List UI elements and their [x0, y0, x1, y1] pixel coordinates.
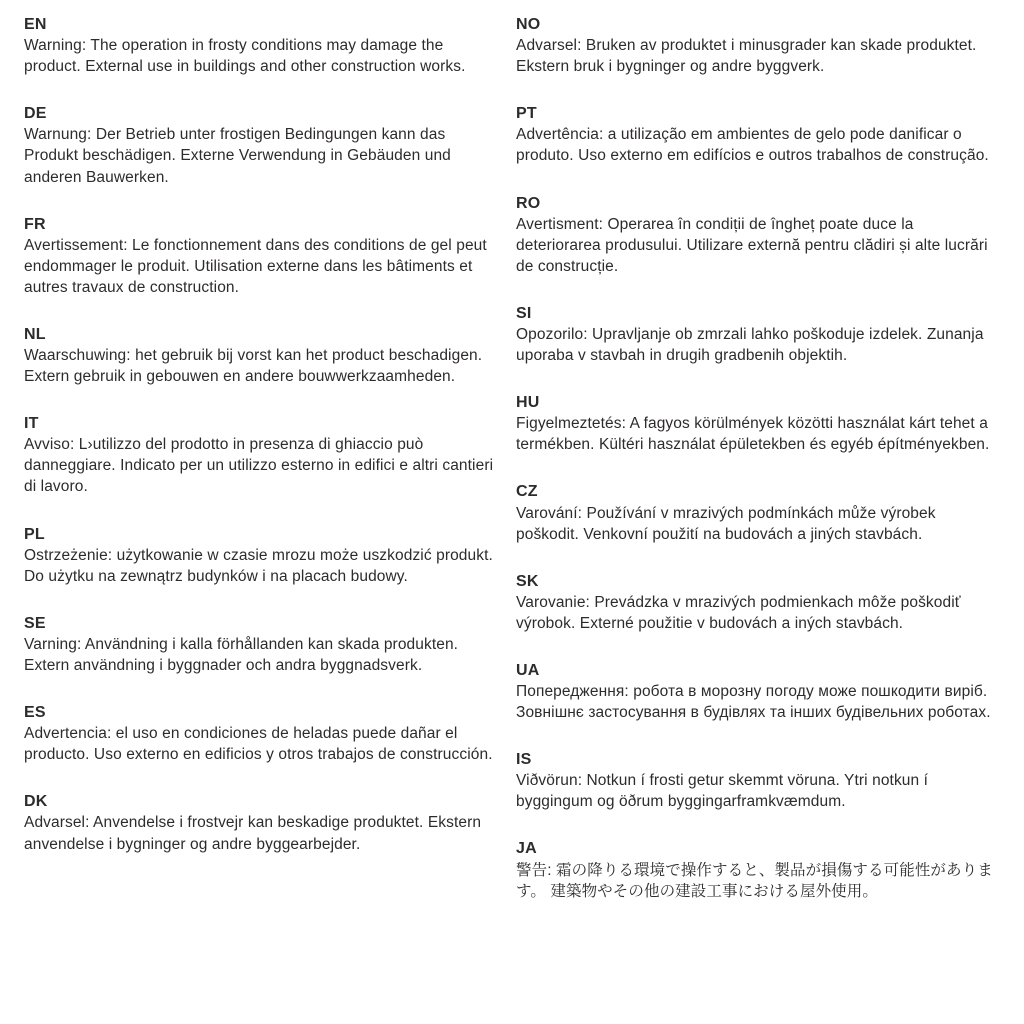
warning-text-si: Opozorilo: Upravljanje ob zmrzali lahko poškoduje izdelek. Zunanja uporaba v stavbah in drugih gradbenih objektih. [516, 325, 984, 365]
lang-code-is: IS [516, 751, 532, 769]
lang-section-ua [516, 660, 994, 723]
warning-text-cz: Varování: Používání v mrazivých podmínkách může výrobek poškodit. Venkovní použití na budovách a jiných stavbách. [516, 504, 936, 543]
lang-code-si: SI [516, 304, 532, 322]
lang-code-pl: PL [24, 525, 45, 543]
lang-section-hu [516, 392, 994, 455]
lang-section-pt [516, 103, 994, 166]
lang-code-sk: SK [516, 572, 539, 590]
lang-code-en: EN [24, 16, 47, 33]
lang-code-se: SE [24, 614, 46, 632]
warning-text-sk: Varovanie: Prevádzka v mrazivých podmienkach môže poškodiť výrobok. Externé použitie v budovách a iných stavbách. [516, 593, 961, 632]
lang-code-pt: PT [516, 105, 537, 123]
warning-text-de: Warnung: Der Betrieb unter frostigen Bedingungen kann das Produkt beschädigen. Externe Verwendung in Gebäuden und anderen Bauwerken. [24, 126, 451, 186]
lang-code-no: NO [516, 16, 541, 33]
lang-section-no [516, 14, 994, 77]
lang-code-es: ES [24, 704, 46, 722]
lang-section-de [24, 103, 502, 187]
lang-section-dk [24, 791, 502, 854]
warning-text-is: Viðvörun: Notkun í frosti getur skemmt vöruna. Ytri notkun í byggingum og öðrum byggingarframkvæmdum. [516, 772, 929, 811]
warning-text-hu: Figyelmeztetés: A fagyos körülmények közötti használat kárt tehet a termékben. Kültéri használat épületekben és egyéb építményekben. [516, 415, 990, 454]
lang-section-cz [516, 481, 994, 544]
warning-text-ua: Попередження: робота в морозну погоду може пошкодити виріб. Зовнішнє застосування в будівлях та інших будівельних роботах. [516, 683, 991, 722]
lang-code-ja: JA [516, 840, 537, 858]
warning-text-ja: 警告: 霜の降りる環境で操作すると、製品が損傷する可能性があります。 建築物やその他の建設工事における屋外使用。 [516, 861, 993, 900]
lang-section-is [516, 749, 994, 812]
warning-text-it: Avviso: L›utilizzo del prodotto in presenza di ghiaccio può danneggiare. Indicato per un utilizzo esterno in edifici e altri cantieri di lavoro. [24, 436, 494, 496]
lang-code-ro: RO [516, 194, 541, 212]
lang-section-pl [24, 524, 502, 587]
warning-text-pl: Ostrzeżenie: użytkowanie w czasie mrozu może uszkodzić produkt. Do użytku na zewnątrz budynków i na placach budowy. [24, 546, 493, 585]
lang-code-fr: FR [24, 215, 46, 233]
warning-text-no: Advarsel: Bruken av produktet i minusgrader kan skade produktet. Ekstern bruk i bygninger og andre byggverk. [516, 37, 977, 76]
lang-code-ua: UA [516, 661, 540, 679]
left-column [24, 14, 502, 1024]
lang-section-ro [516, 193, 994, 277]
warning-text-pt: Advertência: a utilização em ambientes de gelo pode danificar o produto. Uso externo em edifícios e outros trabalhos de construção. [516, 126, 989, 165]
right-column [516, 14, 994, 1024]
lang-section-en [24, 14, 502, 77]
warning-text-ro: Avertisment: Operarea în condiții de îngheț poate duce la deteriorarea produsului. Utilizare externă pentru clădiri și alte lucrări de construcție. [516, 215, 988, 275]
lang-section-si [516, 303, 994, 366]
lang-code-dk: DK [24, 793, 48, 811]
warning-text-es: Advertencia: el uso en condiciones de heladas puede dañar el producto. Uso externo en edificios y otros trabajos de construcción. [24, 725, 493, 764]
lang-code-nl: NL [24, 325, 46, 343]
warning-text-dk: Advarsel: Anvendelse i frostvejr kan beskadige produktet. Ekstern anvendelse i bygninger og andre byggearbejder. [24, 814, 482, 853]
lang-section-sk [516, 571, 994, 634]
lang-section-fr [24, 214, 502, 298]
warning-text-fr: Avertissement: Le fonctionnement dans des conditions de gel peut endommager le produit. Utilisation externe dans les bâtiments et autres travaux de construction. [24, 236, 487, 296]
warning-text-se: Varning: Användning i kalla förhållanden kan skada produkten. Extern användning i byggnader och andra byggnadsverk. [24, 635, 459, 675]
lang-section-it [24, 413, 502, 497]
lang-code-de: DE [24, 105, 47, 123]
lang-section-ja [516, 838, 994, 901]
warning-text-en: Warning: The operation in frosty conditions may damage the product. External use in buildings and other construction works. [24, 37, 466, 76]
lang-code-cz: CZ [516, 483, 538, 501]
lang-section-se [24, 613, 502, 676]
lang-code-it: IT [24, 415, 39, 433]
lang-section-nl [24, 324, 502, 387]
warning-text-nl: Waarschuwing: het gebruik bij vorst kan het product beschadigen. Extern gebruik in gebouwen en andere bouwwerkzaamheden. [24, 347, 483, 386]
lang-code-hu: HU [516, 394, 540, 412]
lang-section-es [24, 702, 502, 765]
